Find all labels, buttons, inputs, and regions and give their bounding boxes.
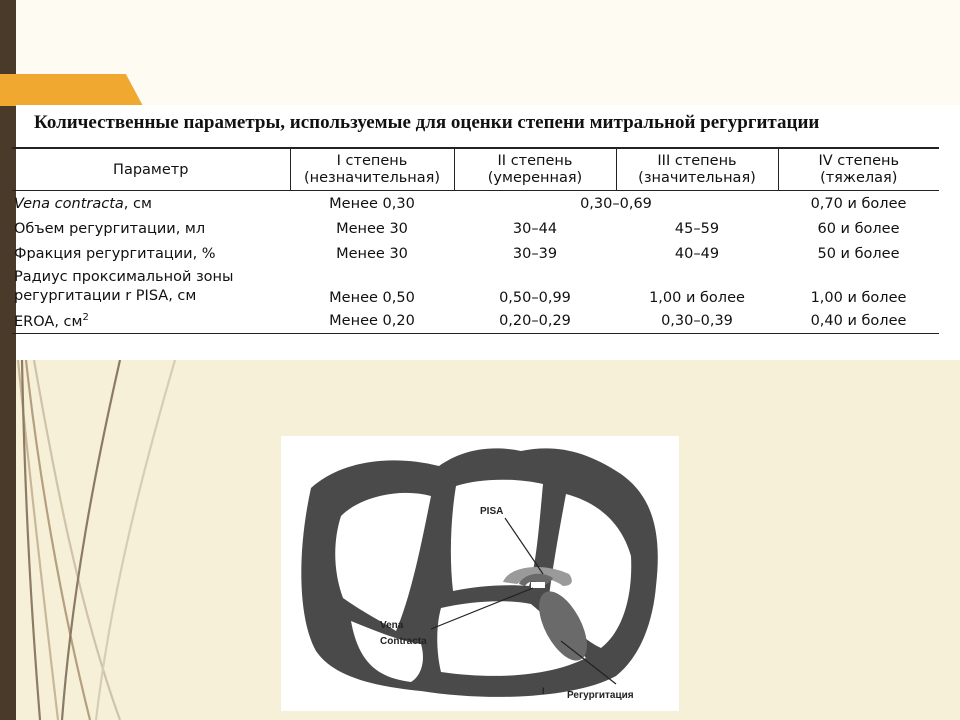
header-grade-1: I степень (незначительная) <box>290 148 454 191</box>
cell-grade-3: 1,00 и более <box>649 290 745 306</box>
table-row-pisa-radius <box>12 266 939 308</box>
cell-grade-1: Менее 30 <box>336 245 408 262</box>
cell-grade-3: 40–49 <box>674 245 720 262</box>
row-label: Фракция регургитации, % <box>14 245 216 262</box>
decorative-lines <box>0 360 200 720</box>
table-row-regurg-fraction <box>12 241 939 266</box>
row-label: EROA, $см^2$ <box>12 308 290 334</box>
row-label: Радиус проксимальной зоны регургитации r PISA, см <box>14 269 234 304</box>
cell-grade-2: 0,20–0,29 <box>454 308 616 334</box>
table-header-row <box>12 148 939 191</box>
cell-grade-4: 60 и более <box>817 220 900 237</box>
cell-grade-1: Менее 0,30 <box>329 195 415 212</box>
table-row-eroa <box>12 308 939 334</box>
header-grade-4: IV степень (тяжелая) <box>778 148 939 191</box>
cell-grade-4: 1,00 и более <box>810 290 907 306</box>
label-vena: Vena <box>380 620 404 631</box>
cell-grade-2-3: 0,30–0,69 <box>580 195 652 212</box>
cell-grade-2: 0,50–0,99 <box>499 290 571 306</box>
heart-muscle <box>301 448 657 697</box>
cell-grade-2: 30–39 <box>512 245 558 262</box>
cell-grade-1: Менее 0,20 <box>290 308 454 334</box>
cell-grade-4: 0,40 и более <box>778 308 939 334</box>
heart-diagram-svg <box>281 436 679 711</box>
cell-grade-1: Менее 30 <box>336 220 408 237</box>
label-contracta: Contracta <box>380 636 427 647</box>
table-row-regurg-volume <box>12 216 939 241</box>
label-regurgitation: Регургитация <box>567 690 634 701</box>
table-title: Количественные параметры, используемые для оценки степени митральной регургитации <box>34 112 820 133</box>
header-grade-3: III степень (значительная) <box>616 148 778 191</box>
heart-diagram <box>281 436 679 711</box>
row-label: Объем регургитации, мл <box>14 220 206 237</box>
label-pisa: PISA <box>480 506 504 517</box>
table-row-vena-contracta <box>12 191 939 217</box>
cell-grade-2: 30–44 <box>512 220 558 237</box>
label-marker: I <box>542 686 545 696</box>
regurgitation-table <box>12 147 939 334</box>
cell-grade-1: Менее 0,50 <box>329 290 415 306</box>
header-grade-2: II степень (умеренная) <box>454 148 616 191</box>
row-label: Vena contracta, см <box>14 195 152 212</box>
cell-grade-4: 50 и более <box>817 245 900 262</box>
left-accent-bar-lower <box>0 360 16 720</box>
header-parameter: Параметр <box>12 148 290 191</box>
cell-grade-3: 0,30–0,39 <box>616 308 778 334</box>
cell-grade-4: 0,70 и более <box>810 195 907 212</box>
cell-grade-3: 45–59 <box>674 220 720 237</box>
orange-title-tab <box>0 74 143 106</box>
slide-top-band <box>0 0 960 105</box>
